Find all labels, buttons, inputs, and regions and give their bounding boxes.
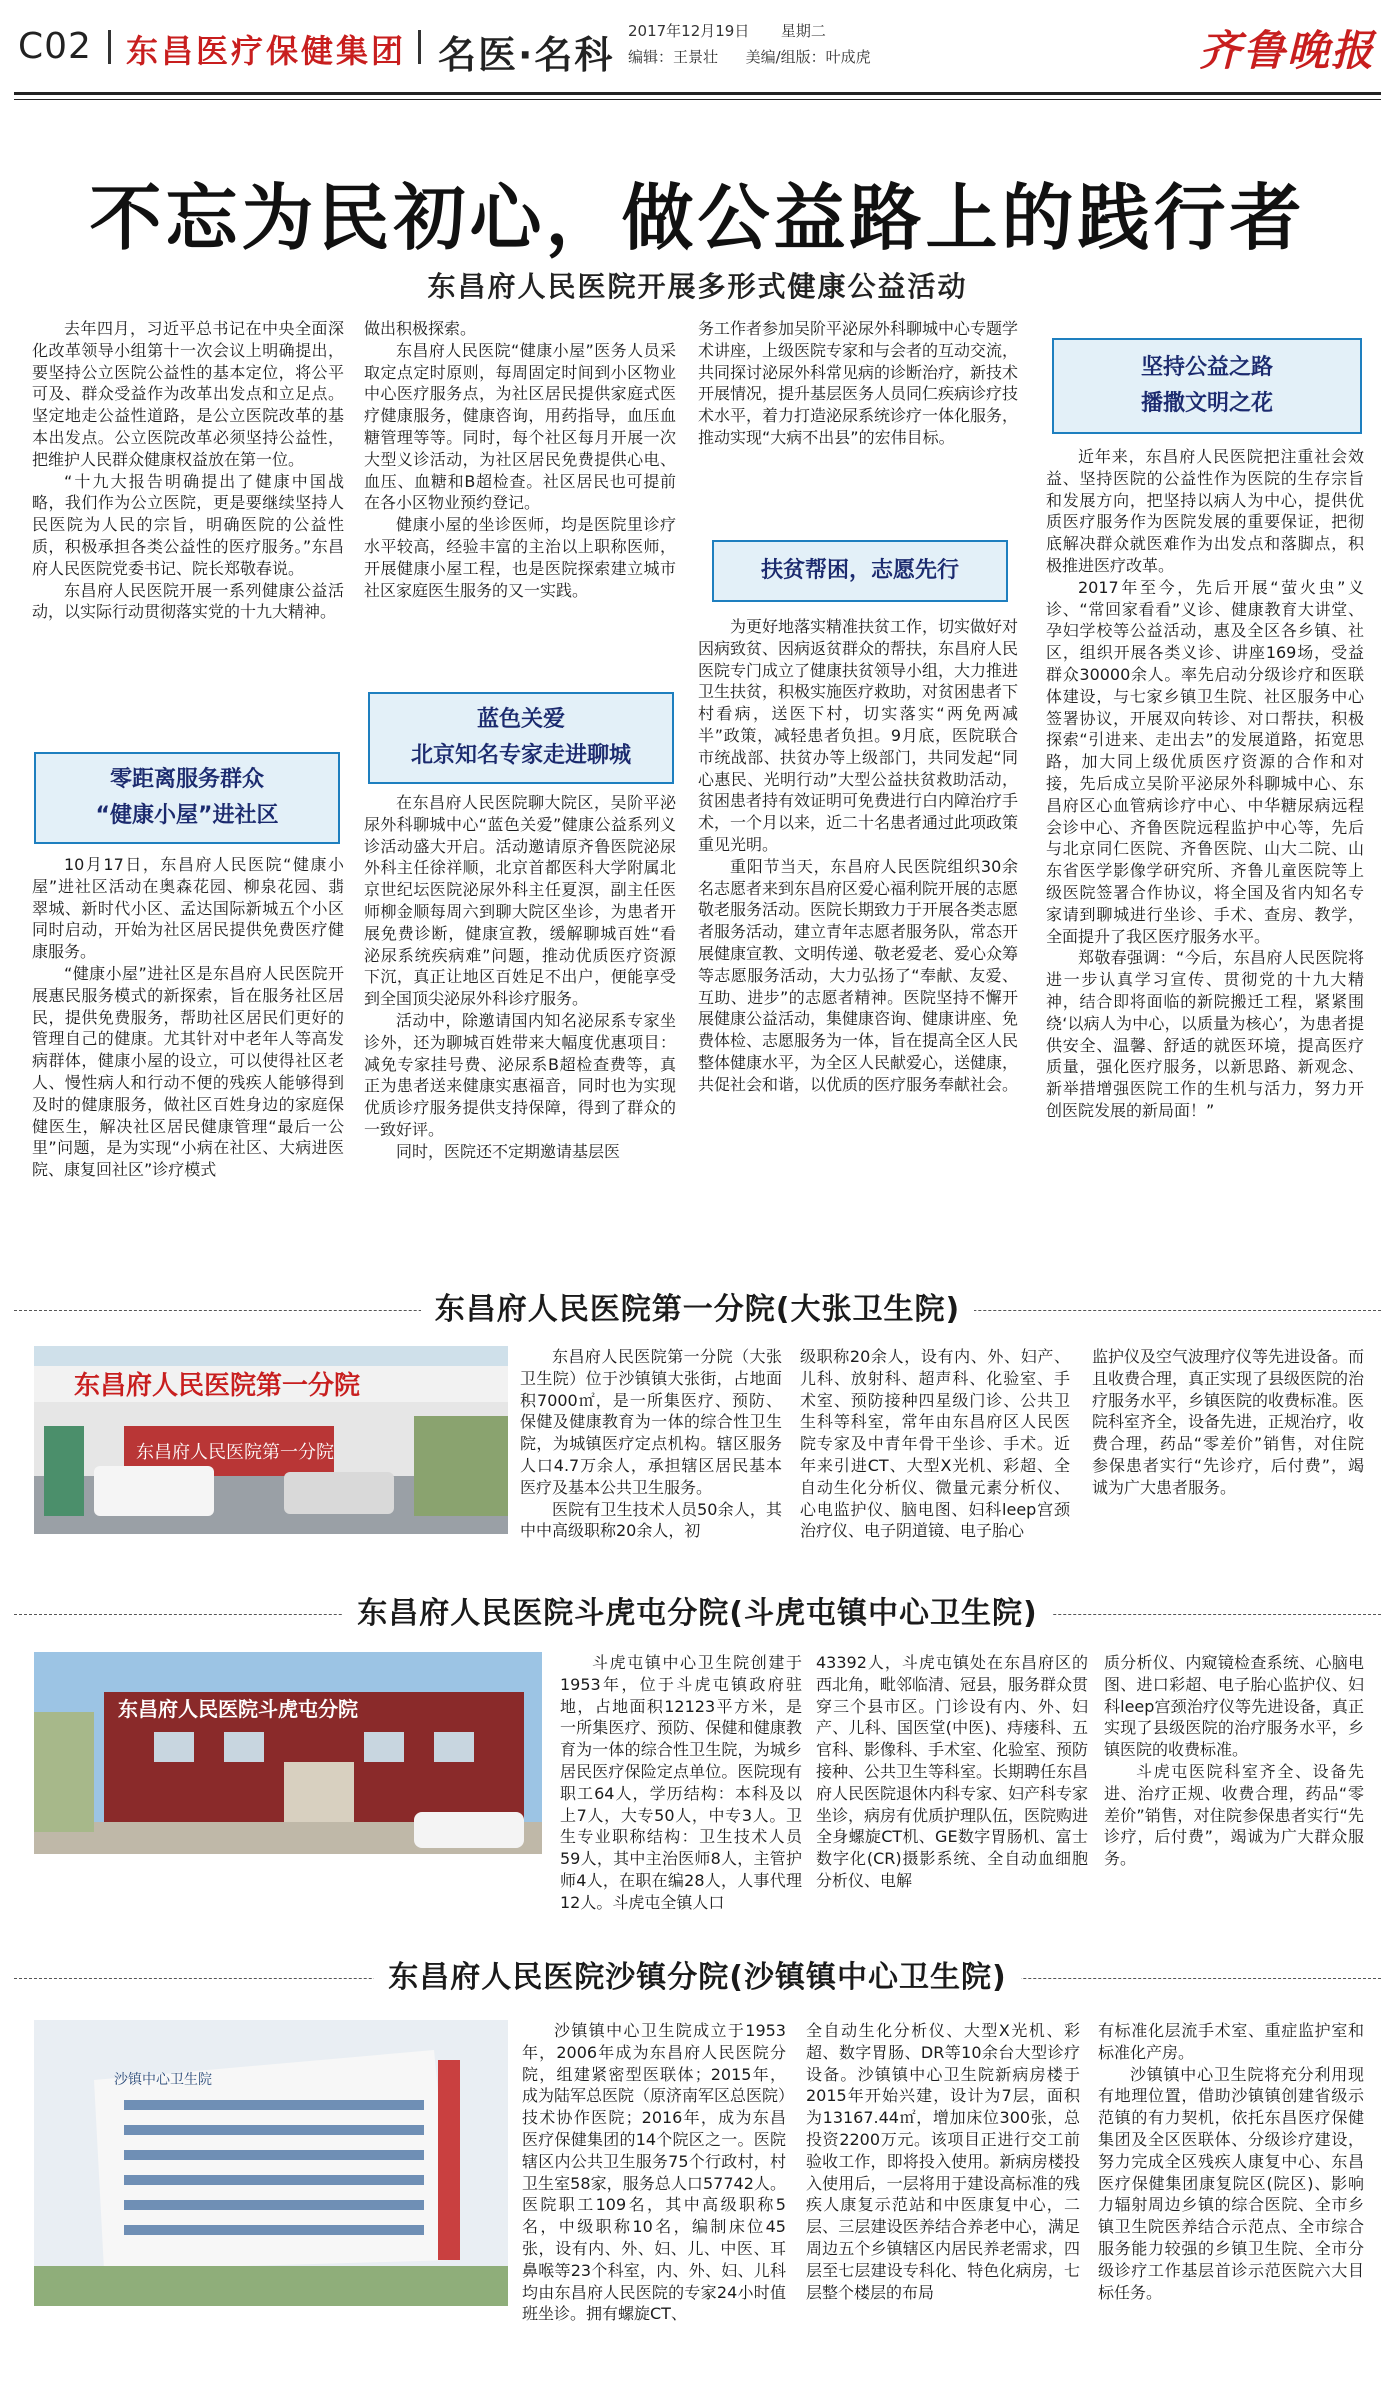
branch1-gate-sign: 东昌府人民医院第一分院 [136,1442,334,1463]
box-line: 蓝色关爱 [476,707,565,732]
branch2-photo [34,1652,542,1854]
section-box-public-welfare [1052,338,1362,434]
article-column-3 [698,318,1018,449]
weekday: 星期二 [780,22,826,40]
box-line: “健康小屋”进社区 [95,803,279,828]
page-header [0,0,1395,140]
group-name: 东昌医疗保健集团 [126,32,407,70]
header-separator [108,30,111,64]
paragraph: 医院有卫生技术人员50余人，其中中高级职称20余人，初 [520,1499,782,1541]
paragraph: 活动中，除邀请国内知名泌尿系专家坐诊外，还为聊城百姓带来大幅度优惠项目：减免专家挂号费、泌尿系B超检查费等，真正为患者送来健康实惠福音，同时也为实现优质诊疗服务提供支持保障，得到了群众的一致好评。 [364,1010,676,1139]
paragraph: 质分析仪、内窥镜检查系统、心脑电图、进口彩超、电子胎心监护仪、妇科leep宫颈治疗仪等先进设备，真正实现了县级医院的治疗服务水平，乡镇医院的收费标准。 [1104,1653,1364,1760]
editor: 编辑：王景壮 [628,48,719,66]
article-column-3b [698,616,1018,1096]
branch3-building-sign: 沙镇中心卫生院 [114,2072,212,2088]
branch1-heading [14,1288,1381,1332]
paragraph: 务工作者参加吴阶平泌尿外科聊城中心专题学术讲座，上级医院专家和与会者的互动交流，共同探讨泌尿外科常见病的诊断治疗，新技术开展情况，提升基层医务人员同仁疾病诊疗技术水平，着力打造泌尿系统诊疗一体化服务，推动实现“大病不出县”的宏伟目标。 [698,319,1019,447]
box-line: 坚持公益之路 [1140,355,1273,380]
branch2-building-sign: 东昌府人民医院斗虎屯分院 [118,1697,358,1721]
paragraph: 斗虎屯医院科室齐全、设备先进、治疗正规、收费合理，药品“零差价”销售，对住院参保患者实行“先诊疗，后付费”，竭诚为广大群众服务。 [1104,1761,1364,1869]
paragraph: 同时，医院还不定期邀请基层医 [396,1141,621,1161]
header-separator [418,30,421,64]
paragraph: 近年来，东昌府人民医院把注重社会效益、坚持医院的公益性作为医院的生存宗旨和发展方向，把坚持以病人为中心，提供优质医疗服务作为医院发展的重要保证，把彻底解决群众就医难作为出发点和落脚点，积极推进医疗改革。 [1046,447,1364,575]
paragraph: 去年四月，习近平总书记在中央全面深化改革领导小组第十一次会议上明确提出，要坚持公立医院公益性的基本定位，将公平可及、群众受益作为改革出发点和立足点。坚定地走公益性道路，是公立医院改革的基本出发点。公立医院改革必须坚持公益性，把维护人民群众健康权益放在第一位。 [32,319,344,469]
designer: 美编/组版：叶成虎 [745,48,871,66]
paragraph: “十九大报告明确提出了健康中国战略，我们作为公立医院，更是要继续坚持人民医院为人民的宗旨，明确医院的公益性质，积极承担各类公益性的医疗服务。”东昌府人民医院党委书记、院长郑敬春说。 [32,471,344,578]
box-line: 扶贫帮困，志愿先行 [760,558,959,583]
editor-line [628,46,871,67]
paragraph: 东昌府人民医院第一分院（大张卫生院）位于沙镇镇大张街，占地面积7000㎡，是一所集医疗、预防、保健及健康教育为一体的综合性卫生院，为城镇医疗定点机构。辖区服务人口4.7万余人，承担辖区居民基本医疗及基本公共卫生服务。 [520,1347,782,1497]
newspaper-logo: 齐鲁晚报 [1198,26,1375,75]
paragraph: 重阳节当天，东昌府人民医院组织30余名志愿者来到东昌府区爱心福利院开展的志愿敬老服务活动。医院长期致力于开展各类志愿者服务活动，建立青年志愿者服务队，常态开展健康宣教、文明传递、敬老爱老、爱心众筹等志愿服务活动，大力弘扬了“奉献、友爱、互助、进步”的志愿者精神。医院坚持不懈开展健康公益活动，集健康咨询、健康讲座、免费体检、志愿服务为一体，旨在提高全区人民整体健康水平，为全区人民献爱心，送健康，共促社会和谐，以优质的医疗服务奉献社会。 [698,856,1019,1094]
branch3-photo [34,2020,508,2306]
branch1-column-2 [800,1346,1070,1542]
article-headline: 不忘为民初心，做公益路上的践行者 [89,176,1306,260]
paragraph: 级职称20余人，设有内、外、妇产、儿科、放射科、超声科、化验室、手术室、预防接种四星级门诊、公共卫生科等科室，常年由东昌府区人民医院专家及中青年骨干坐诊、手术。近年来引进CT、大型X光机、彩超、全自动生化分析仪、微量元素分析仪、心电监护仪、脑电图、妇科leep宫颈治疗仪、电子阴道镜、电子胎心 [800,1347,1070,1541]
branch2-column-2 [816,1652,1088,1892]
branch1-column-1 [520,1346,782,1542]
box-line: 北京知名专家走进聊城 [410,743,631,768]
paragraph: 沙镇镇中心卫生院成立于1953年，2006年成为东昌府人民医院分院，组建紧密型医联体；2015年，成为陆军总医院（原济南军区总医院）技术协作医院；2016年，成为东昌医疗保健集团的14个院区之一。医院辖区内公共卫生服务75个行政村，村卫生室58家，服务总人口57742人。医院职工109名，其中高级职称5名，中级职称10名，编制床位45张，设有内、外、妇、儿、中医、耳鼻喉等23个科室，内、外、妇、儿科均由东昌府人民医院的专家24小时值班坐诊。拥有螺旋CT、 [522,2021,787,2324]
branch3-title: 东昌府人民医院沙镇分院(沙镇镇中心卫生院) [374,1960,1020,1995]
issue-date [628,20,826,41]
branch2-heading [14,1592,1381,1636]
branch1-column-3 [1092,1346,1364,1499]
header-rule-thin [14,99,1381,100]
section-box-community [34,752,340,844]
paragraph: 东昌府人民医院开展一系列健康公益活动，以实际行动贯彻落实党的十九大精神。 [32,580,344,622]
paragraph: 沙镇镇中心卫生院将充分利用现有地理位置，借助沙镇镇创建省级示范镇的有力契机，依托东昌医疗保健集团及全区医联体、分级诊疗建设，努力完成全区残疾人康复中心、东昌医疗保健集团康复院区(院区)、影响力辐射周边乡镇的综合医院、全市乡镇卫生院医养结合示范点、全市综合服务能力较强的乡镇卫生院、全市分级诊疗工作基层首诊示范医院六大目标任务。 [1098,2064,1364,2302]
paragraph: 做出积极探索。 [364,319,477,338]
date: 2017年12月19日 [628,22,750,40]
page-number: C02 [18,26,92,67]
article-subheadline: 东昌府人民医院开展多形式健康公益活动 [427,270,968,303]
branch3-heading [14,1956,1381,2000]
paragraph: 有标准化层流手术室、重症监护室和标准化产房。 [1098,2021,1364,2062]
paragraph: 斗虎屯镇中心卫生院创建于1953年，位于斗虎屯镇政府驻地，占地面积12123平方米，是一所集医疗、预防、保健和健康教育为一体的综合性卫生院，为城乡居民医疗保险定点单位。医院现有职工64人，学历结构：本科及以上7人，大专50人，中专3人。卫生专业职称结构：卫生技术人员59人，其中主治医师8人，主管护师4人，在职在编28人，人事代理12人。斗虎屯全镇人口 [560,1653,802,1912]
article-column-2b [364,792,676,1163]
paragraph: 10月17日，东昌府人民医院“健康小屋”进社区活动在奥森花园、柳泉花园、翡翠城、新时代小区、孟达国际新城五个小区同时启动，开始为社区居民提供免费医疗健康服务。 [32,855,344,962]
paragraph: 为更好地落实精准扶贫工作，切实做好对因病致贫、因病返贫群众的帮扶，东昌府人民医院专门成立了健康扶贫领导小组，大力推进卫生扶贫，积极实施医疗救助，对贫困患者下村看病，送医下村，切实落实“两免两减半”政策，减轻患者负担。9月底，医院联合市统战部、扶贫办等上级部门，共同发起“同心惠民、光明行动”大型公益扶贫救助活动，贫困患者持有效证明可免费进行白内障治疗手术，一个月以来，近二十名患者通过此项政策重见光明。 [698,617,1019,854]
section-box-volunteer [712,540,1008,602]
section-name: 名医·名科 [438,33,615,77]
article-column-2 [364,318,676,601]
branch2-column-1 [560,1652,802,1914]
header-rule [14,92,1381,95]
branch3-column-2 [806,2020,1080,2303]
branch1-building-sign: 东昌府人民医院第一分院 [74,1371,361,1401]
article-column-1b [32,854,344,1181]
branch2-column-3 [1104,1652,1364,1870]
paragraph: 43392人，斗虎屯镇处在东昌府区的西北角，毗邻临清、冠县，服务群众贯穿三个县市区。门诊设有内、外、妇产、儿科、国医堂(中医)、痔瘘科、五官科、影像科、手术室、化验室、预防接种、公共卫生等科室。长期聘任东昌府人民医院退休内科专家、妇产科专家坐诊，病房有优质护理队伍，医院购进全身螺旋CT机、GE数字胃肠机、富士数字化(CR)摄影系统、全自动血细胞分析仪、电解 [816,1653,1089,1890]
paragraph: 郑敬春强调：“今后，东昌府人民医院将进一步认真学习宣传、贯彻党的十九大精神，结合即将面临的新院搬迁工程，紧紧围绕‘以病人为中心，以质量为核心’，为患者提供安全、温馨、舒适的就医环境，提高医疗质量，强化医疗服务，以新思路、新观念、新举措增强医院工作的生机与活力，努力开创医院发展的新局面！” [1046,948,1364,1120]
branch3-column-3 [1098,2020,1364,2303]
branch1-photo [34,1346,508,1534]
paragraph: 监护仪及空气波理疗仪等先进设备。而且收费合理，真正实现了县级医院的治疗服务水平，乡镇医院的收费标准。医院科室齐全，设备先进，正规治疗，收费合理，药品“零差价”销售，对住院参保患者实行“先诊疗，后付费”，竭诚为广大患者服务。 [1092,1347,1365,1497]
paragraph: 在东昌府人民医院聊大院区，吴阶平泌尿外科聊城中心“蓝色关爱”健康公益系列义诊活动盛大开启。活动邀请原齐鲁医院泌尿外科主任徐祥顺，北京首都医科大学附属北京世纪坛医院泌尿外科主任夏溟，副主任医师柳金顺每周六到聊大院区坐诊，为患者开展免费诊断，健康宣教，缓解聊城百姓“看泌尿系统疾病难”问题，推动优质医疗资源下沉，真正让地区百姓足不出户，便能享受到全国顶尖泌尿外科诊疗服务。 [364,793,676,1009]
paragraph: 健康小屋的坐诊医师，均是医院里诊疗水平较高，经验丰富的主治以上职称医师，开展健康小屋工程，也是医院探索建立城市社区家庭医生服务的又一实践。 [364,515,676,600]
paragraph: 2017年至今，先后开展“萤火虫”义诊、“常回家看看”义诊、健康教育大讲堂、孕妇学校等公益活动，惠及全区各乡镇、社区，组织开展各类义诊、讲座169场，受益群众30000余人。率先启动分级诊疗和医联体建设，与七家乡镇卫生院、社区服务中心签署协议，开展双向转诊、对口帮扶，积极探索“引进来、走出去”的发展道路，拓宽思路，加大同上级优质医疗资源的合作和对接，先后成立吴阶平泌尿外科聊城中心、东昌府区心血管病诊疗中心、中华糖尿病远程会诊中心、齐鲁医院远程监护中心等，先后与北京同仁医院、齐鲁医院、山大二院、山东省医学影像学研究所、齐鲁儿童医院等上级医院签署合作协议，将全国及省内知名专家请到聊城进行坐诊、手术、查房、教学，全面提升了我区医疗服务水平。 [1046,577,1364,946]
article-column-4 [1046,446,1364,1122]
branch1-title: 东昌府人民医院第一分院(大张卫生院) [421,1292,974,1327]
section-box-blue-care [368,692,674,784]
box-line: 播撒文明之花 [1140,391,1273,416]
box-line: 零距离服务群众 [109,767,264,792]
paragraph: “健康小屋”进社区是东昌府人民医院开展惠民服务模式的新探索，旨在服务社区居民，提供免费服务，帮助社区居民们更好的管理自己的健康。尤其针对中老年人等高发病群体，健康小屋的设立，可以使得社区老人、慢性病人和行动不便的残疾人能够得到及时的健康服务，做社区百姓身边的家庭保健医生，解决社区居民健康管理“最后一公里”问题，是为实现“小病在社区、大病进医院、康复回社区”诊疗模式 [32,963,344,1180]
paragraph: 东昌府人民医院“健康小屋”医务人员采取定点定时原则，每周固定时间到小区物业中心医疗服务点，为社区居民提供家庭式医疗健康服务，健康咨询，用药指导，血压血糖管理等等。同时，每个社区每月开展一次大型义诊活动，为社区居民免费提供心电、血压、血糖和B超检查。社区居民也可提前在各小区物业预约登记。 [364,340,676,513]
article-column-1 [32,318,344,623]
paragraph: 全自动生化分析仪、大型X光机、彩超、数字胃肠、DR等10余台大型诊疗设备。沙镇镇中心卫生院新病房楼于2015年开始兴建，设计为7层，面积为13167.44㎡，增加床位300张，总投资2200万元。该项目正进行交工前验收工作，即将投入使用。新病房楼投入使用后，一层将用于建设高标准的残疾人康复示范站和中医康复中心，二层、三层建设医养结合养老中心，满足周边五个乡镇辖区内居民养老需求，四层至七层建设专科化、特色化病房，七层整个楼层的布局 [806,2021,1080,2302]
branch2-title: 东昌府人民医院斗虎屯分院(斗虎屯镇中心卫生院) [343,1596,1051,1631]
branch3-column-1 [522,2020,786,2325]
